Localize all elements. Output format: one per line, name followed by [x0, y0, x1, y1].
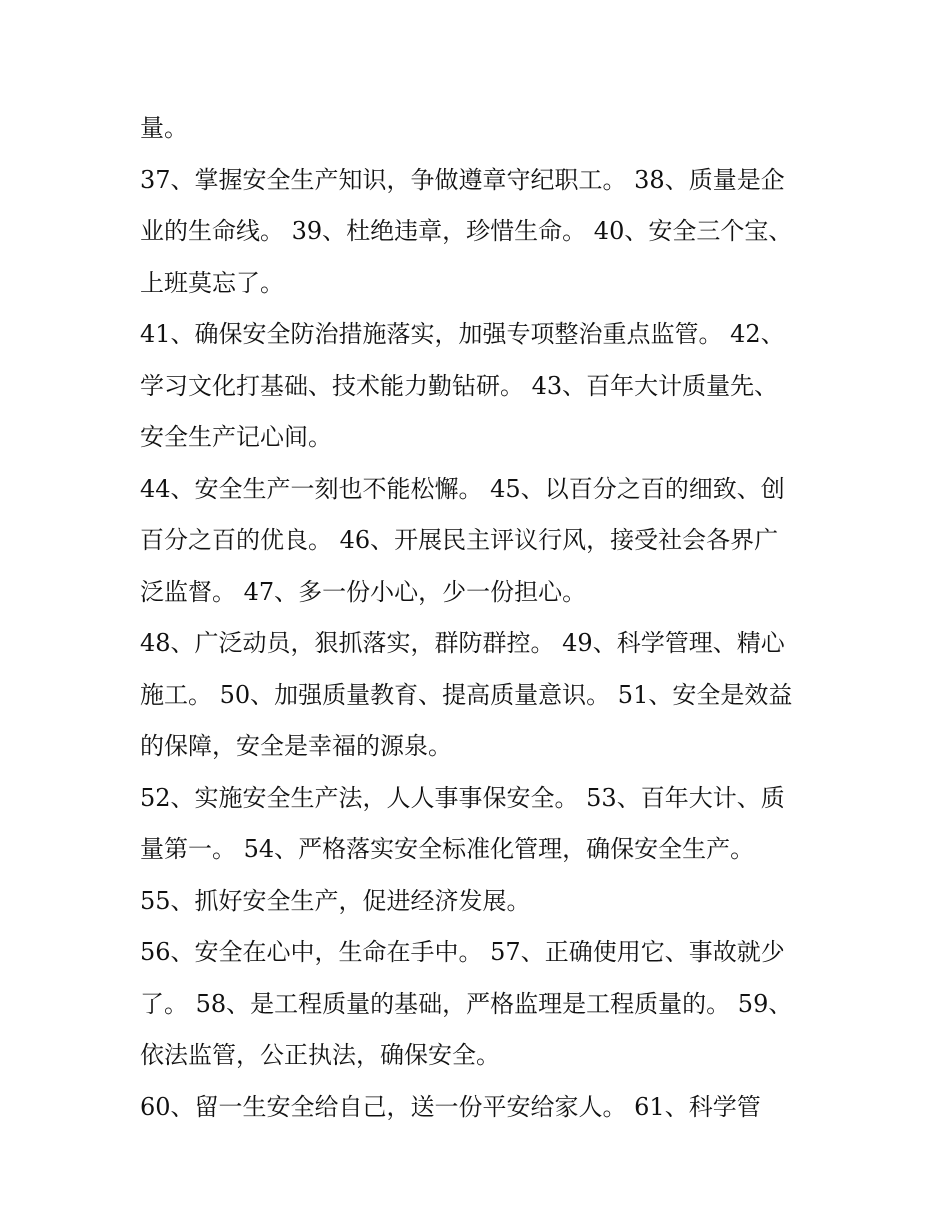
text-line: 安全生产记心间。 [140, 423, 332, 451]
text-line: 55、抓好安全生产，促进经济发展。 [140, 886, 531, 915]
text-line: 37、掌握安全生产知识，争做遵章守纪职工。 38、质量是企 [140, 165, 785, 194]
text-line: 依法监管，公正执法，确保安全。 [140, 1041, 500, 1069]
text-line: 上班莫忘了。 [140, 268, 284, 297]
text-line: 44、安全生产一刻也不能松懈。 45、以百分之百的细致、创 [140, 474, 785, 503]
text-line: 了。 58、是工程质量的基础，严格监理是工程质量的。 59、 [140, 989, 793, 1018]
text-line: 56、安全在心中，生命在手中。 57、正确使用它、事故就少 [140, 938, 785, 966]
text-line: 业的生命线。 39、杜绝违章，珍惜生命。 40、安全三个宝、 [140, 217, 793, 245]
text-line: 52、实施安全生产法，人人事事保安全。 53、百年大计、质 [140, 783, 785, 812]
text-line: 量。 [140, 114, 188, 142]
text-line: 学习文化打基础、技术能力勤钻研。 43、百年大计质量先、 [140, 371, 779, 400]
text-line: 48、广泛动员，狠抓落实，群防群控。 49、科学管理、精心 [140, 629, 785, 657]
text-line: 41、确保安全防治措施落实，加强专项整治重点监管。 42、 [140, 320, 785, 348]
text-line: 泛监督。 47、多一份小心，少一份担心。 [140, 577, 587, 606]
text-line: 施工。 50、加强质量教育、提高质量意识。 51、安全是效益 [140, 680, 793, 709]
text-line: 量第一。 54、严格落实安全标准化管理，确保安全生产。 [140, 835, 755, 863]
text-line: 百分之百的优良。 46、开展民主评议行风，接受社会各界广 [140, 526, 779, 554]
text-line: 的保障，安全是幸福的源泉。 [140, 732, 452, 760]
document-body [140, 103, 820, 1133]
text-line: 60、留一生安全给自己，送一份平安给家人。 61、科学管 [140, 1092, 761, 1121]
